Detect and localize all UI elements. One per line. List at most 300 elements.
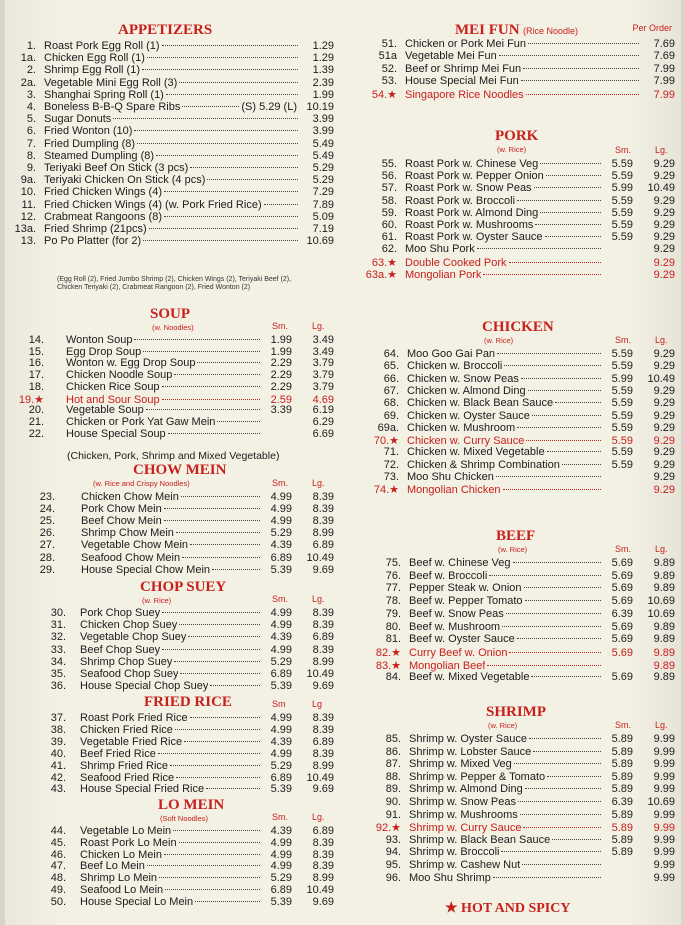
item-name: Chicken & Shrimp Combination [407, 458, 560, 471]
item-name: Fried Chicken Wings (4) (w. Pork Fried Rice) [44, 198, 262, 211]
dot-leader [210, 685, 260, 686]
small-price-header: Sm. [615, 544, 632, 554]
dot-leader [158, 753, 260, 754]
item-number: 40. [50, 747, 66, 760]
item-small-price: 5.89 [611, 733, 633, 745]
item-number: 10. [20, 186, 36, 199]
section-subtitle: (w. Rice and Crispy Noodles) [93, 479, 190, 488]
item-price: 3.79 [312, 380, 334, 393]
dot-leader [489, 575, 601, 576]
dot-leader [520, 814, 601, 815]
dot-leader [532, 415, 601, 416]
dot-leader [499, 55, 639, 56]
item-number: 1a. [20, 52, 36, 65]
item-price: 9.99 [653, 833, 675, 846]
item-small-price: 4.99 [270, 723, 292, 736]
item-name: Beef Fried Rice [80, 747, 156, 760]
item-small-price: 5.69 [611, 620, 633, 633]
item-small-price: 4.99 [270, 503, 292, 516]
dot-leader [529, 738, 601, 739]
menu-item-beef-w-mixed-vegetable [365, 671, 675, 684]
item-small-price: 5.59 [611, 360, 633, 373]
dot-leader [509, 652, 601, 653]
menu-item-shrimp-chop-suey [10, 656, 334, 669]
section-title: SHRIMP [486, 704, 546, 720]
section-title: BEEF [496, 528, 536, 544]
item-number: 1. [26, 40, 36, 52]
item-small-price: 6.89 [270, 771, 292, 784]
item-name: House Special Mei Fun [405, 75, 519, 88]
item-price: 8.39 [312, 723, 334, 736]
large-price-header: Lg. [312, 812, 325, 822]
menu-item-beef-or-shrimp-mei-fun [365, 63, 675, 76]
item-price: 9.29 [653, 243, 675, 256]
item-name: Chicken w. Mixed Vegetable [407, 446, 545, 459]
item-small-price: 5.59 [611, 458, 633, 471]
item-price: 9.29 [653, 360, 675, 373]
item-number: 74.★ [373, 484, 399, 497]
item-number: 78. [385, 595, 401, 608]
item-number: 13. [20, 235, 36, 248]
item-price: 8.39 [312, 747, 334, 760]
large-price-header: Lg. [655, 145, 668, 155]
item-name: Shrimp Lo Mein [80, 872, 158, 885]
item-price: 6.89 [312, 631, 334, 644]
item-name: Beef w. Mixed Vegetable [409, 671, 530, 684]
item-name: Vegetable Lo Mein [80, 825, 172, 837]
dot-leader [509, 262, 601, 263]
item-number: 52. [381, 62, 397, 75]
dot-leader [143, 240, 298, 241]
item-price: 9.29 [653, 158, 675, 170]
item-small-price: 5.59 [611, 206, 633, 219]
menu-item-fried-chicken-wings-4-w-pork-fried-rice [10, 199, 334, 212]
item-name: Chicken or Pork Mei Fun [405, 38, 527, 50]
dot-leader [526, 440, 601, 441]
item-number: 4. [26, 101, 36, 113]
item-number: 61. [381, 231, 397, 244]
dot-leader [497, 353, 601, 354]
item-name: Chicken w. Snow Peas [407, 372, 519, 385]
item-name: Roast Pork w. Almond Ding [405, 206, 539, 219]
menu-item-shrimp-egg-roll-1 [10, 64, 334, 77]
item-name: Curry Beef w. Onion [409, 646, 508, 659]
menu-item-roast-pork-w-mushrooms [365, 219, 675, 232]
item-name: Chicken w. Black Bean Sauce [407, 397, 554, 410]
menu-item-teriyaki-chicken-on-stick-4-pcs [10, 174, 334, 187]
item-number: 34. [50, 655, 66, 668]
item-small-price: 5.59 [611, 435, 633, 448]
large-price-header: Lg. [312, 478, 325, 488]
dot-leader [179, 842, 260, 843]
dot-leader [517, 200, 601, 201]
item-number: 47. [50, 860, 66, 873]
dot-leader [146, 409, 260, 410]
item-small-price: 5.89 [611, 770, 633, 783]
item-price: 8.39 [312, 515, 334, 528]
menu-item-singapore-rice-noodles [365, 88, 675, 101]
dot-leader [514, 763, 601, 764]
item-price: 9.89 [653, 646, 675, 659]
section-title: SOUP [150, 306, 191, 322]
po-po-platter-note: (Egg Roll (2), Fried Jumbo Shrimp (2), Chicken Wings (2), Teriyaki Beef (2), Chicken Teriyaki (2), Crabmeat Rangoon (2), Fried Wonton (2) [57, 276, 292, 291]
section-title: MEI FUN [455, 22, 520, 38]
section-subtitle: (Rice Noodle) [523, 26, 579, 36]
menu-item-roast-pork-w-broccoli [365, 195, 675, 208]
item-price: 6.89 [312, 539, 334, 552]
item-name: Beef or Shrimp Mei Fun [405, 62, 522, 75]
item-price: 9.89 [653, 659, 675, 672]
item-number: 76. [385, 569, 401, 582]
item-name: House Special Fried Rice [80, 783, 205, 796]
menu-item-pepper-steak-w-onion [365, 582, 675, 595]
menu-item-crabmeat-rangoons-8 [10, 211, 334, 224]
item-name: Shrimp Egg Roll (1) [44, 64, 140, 77]
dot-leader [190, 717, 260, 718]
item-price: 10.49 [306, 668, 334, 680]
menu-item-house-special-fried-rice [10, 783, 334, 796]
item-price: 10.49 [306, 884, 334, 896]
item-price: 8.39 [312, 503, 334, 516]
item-small-price: 5.59 [611, 158, 633, 170]
large-price-header: Lg. [655, 335, 668, 345]
item-small-price: 6.39 [611, 796, 633, 808]
item-name: House Special Lo Mein [80, 895, 194, 908]
menu-item-roast-pork-w-snow-peas [365, 182, 675, 195]
item-number: 95. [385, 859, 401, 871]
item-small-price: (S) 5.29 (L) [241, 101, 297, 113]
item-small-price: 4.99 [270, 515, 292, 528]
item-small-price: 4.99 [270, 491, 292, 503]
item-price: 9.89 [653, 557, 675, 569]
item-small-price: 5.89 [611, 846, 633, 859]
section-subtitle: (w. Rice) [142, 596, 172, 605]
item-number: 43. [50, 783, 66, 796]
item-small-price: 5.69 [611, 557, 633, 569]
item-small-price: 4.39 [270, 539, 292, 552]
item-small-price: 4.99 [270, 712, 292, 724]
item-name: Teriyaki Beef On Stick (3 pcs) [44, 162, 189, 174]
item-price: 2.39 [312, 76, 334, 89]
item-name: Roast Pork w. Broccoli [405, 194, 516, 207]
dot-leader [217, 421, 260, 422]
item-number: 8. [26, 149, 36, 162]
dot-leader [522, 864, 601, 865]
item-price: 9.29 [653, 256, 675, 269]
item-number: 21. [28, 415, 44, 428]
large-price-header: Lg. [655, 720, 668, 730]
menu-item-shrimp-w-pepper-tomato [365, 771, 675, 784]
dot-leader [547, 776, 601, 777]
menu-item-fried-shrimp-21pcs [10, 223, 334, 236]
item-price: 6.89 [312, 825, 334, 837]
menu-item-roast-pork-w-oyster-sauce [365, 231, 675, 244]
menu-item-chicken-w-broccoli [365, 360, 675, 373]
menu-item-chicken-w-curry-sauce [365, 434, 675, 447]
item-price: 9.29 [653, 435, 675, 448]
item-small-price: 4.99 [270, 848, 292, 861]
item-number: 75. [385, 557, 401, 569]
dot-leader [162, 386, 260, 387]
item-name: Roast Pork Fried Rice [80, 712, 188, 724]
item-name: Shrimp Fried Rice [80, 759, 169, 772]
menu-item-chicken-shrimp-combination [365, 459, 675, 472]
item-name: Hot and Sour Soup [66, 393, 160, 406]
item-price: 8.39 [312, 607, 334, 619]
item-number: 69a. [377, 421, 399, 434]
large-price-header: Lg. [312, 594, 325, 604]
dot-leader [528, 390, 601, 391]
dot-leader [528, 43, 639, 44]
menu-item-shrimp-w-oyster-sauce [365, 733, 675, 746]
item-price: 6.29 [312, 415, 334, 428]
small-price-header: Sm. [272, 594, 289, 604]
item-number: 84. [385, 671, 401, 684]
item-small-price: 5.39 [270, 680, 292, 693]
item-small-price: 5.69 [611, 633, 633, 646]
dot-leader [540, 163, 601, 164]
price-header: Per Order [632, 23, 672, 33]
item-name: Singapore Rice Noodles [405, 88, 524, 101]
item-number: 12. [20, 210, 36, 223]
item-number: 73. [383, 471, 399, 483]
item-small-price: 5.69 [611, 569, 633, 582]
house-special-soup-note: (Chicken, Pork, Shrimp and Mixed Vegetable) [67, 450, 280, 462]
item-small-price: 4.99 [270, 860, 292, 873]
item-price: 10.69 [647, 595, 675, 608]
item-number: 60. [381, 219, 397, 231]
item-name: Moo Shu Chicken [407, 471, 494, 483]
menu-item-chicken-chop-suey [10, 619, 334, 632]
item-small-price: 4.99 [270, 836, 292, 849]
item-price: 8.99 [312, 759, 334, 772]
item-number: 44. [50, 825, 66, 837]
item-price: 9.89 [653, 633, 675, 646]
item-name: Beef w. Broccoli [409, 569, 488, 582]
large-price-header: Lg [312, 699, 323, 709]
item-price: 10.69 [647, 796, 675, 808]
dot-leader [137, 143, 298, 144]
item-name: Chicken Rice Soup [66, 380, 160, 393]
section-title: LO MEIN [158, 797, 225, 813]
dot-leader [264, 204, 298, 205]
item-number: 65. [383, 360, 399, 373]
menu-item-shanghai-spring-roll-1 [10, 89, 334, 102]
dot-leader [173, 830, 260, 831]
item-small-price: 4.39 [270, 735, 292, 748]
item-number: 7. [26, 137, 36, 150]
dot-leader [521, 80, 639, 81]
section-title: FRIED RICE [144, 694, 232, 710]
item-small-price: 5.29 [270, 759, 292, 772]
item-name: Chicken w. Oyster Sauce [407, 409, 530, 422]
dot-leader [555, 402, 601, 403]
item-price: 10.49 [647, 372, 675, 385]
item-name: Chicken w. Almond Ding [407, 384, 526, 397]
menu-item-beef-chop-suey [10, 644, 334, 657]
dot-leader [521, 378, 601, 379]
menu-item-double-cooked-pork [365, 256, 675, 269]
item-name: Vegetable Fried Rice [80, 735, 183, 748]
dot-leader [545, 236, 601, 237]
item-price: 9.29 [653, 471, 675, 483]
menu-item-chicken-w-black-bean-sauce [365, 397, 675, 410]
dot-leader [195, 901, 260, 902]
item-number: 77. [385, 582, 401, 595]
dot-leader [165, 889, 260, 890]
item-price: 10.49 [647, 182, 675, 195]
item-number: 49. [50, 884, 66, 896]
item-number: 9a. [20, 174, 36, 187]
dot-leader [134, 339, 260, 340]
item-price: 9.69 [312, 783, 334, 796]
dot-leader [525, 788, 601, 789]
item-small-price: 1.99 [270, 345, 292, 358]
item-price: 9.99 [653, 871, 675, 884]
item-number: 63.★ [371, 256, 397, 269]
dot-leader [162, 45, 298, 46]
small-price-header: Sm. [615, 145, 632, 155]
dot-leader [113, 118, 298, 119]
item-number: 32. [50, 631, 66, 644]
menu-item-seafood-chop-suey [10, 668, 334, 681]
item-name: Beef Chop Suey [80, 643, 161, 656]
item-price: 8.39 [312, 860, 334, 873]
item-price: 1.29 [312, 52, 334, 65]
item-number: 6. [26, 125, 36, 138]
dot-leader [506, 613, 601, 614]
section-title: CHOP SUEY [140, 579, 227, 595]
menu-item-chicken-w-mixed-vegetable [365, 446, 675, 459]
item-number: 14. [28, 334, 44, 346]
dot-leader [504, 365, 601, 366]
item-small-price: 6.89 [270, 884, 292, 896]
menu-item-roast-pork-w-chinese-veg [365, 158, 675, 171]
item-number: 57. [381, 182, 397, 195]
dot-leader [181, 496, 260, 497]
item-price: 8.39 [312, 836, 334, 849]
menu-item-chicken-w-almond-ding [365, 385, 675, 398]
item-name: Seafood Chow Mein [81, 551, 181, 564]
item-price: 9.89 [653, 671, 675, 684]
small-price-header: Sm. [272, 812, 289, 822]
item-small-price: 5.59 [611, 421, 633, 434]
item-number: 91. [385, 808, 401, 821]
dot-leader [503, 489, 601, 490]
item-name: Seafood Lo Mein [80, 884, 164, 896]
dot-leader [162, 399, 260, 400]
item-small-price: 5.59 [611, 384, 633, 397]
menu-item-shrimp-chow-mein [10, 527, 334, 540]
item-name: Seafood Chop Suey [80, 668, 179, 680]
item-name: Chicken Chow Mein [81, 491, 179, 503]
item-price: 9.29 [653, 231, 675, 244]
dot-leader [170, 765, 260, 766]
item-price: 9.29 [653, 484, 675, 497]
menu-item-beef-w-oyster-sauce [365, 633, 675, 646]
item-number: 30. [50, 607, 66, 619]
item-number: 31. [50, 619, 66, 632]
section-subtitle: (w. Noodles) [152, 323, 194, 332]
menu-item-house-special-chop-suey [10, 680, 334, 693]
dot-leader [526, 94, 639, 95]
item-name: Chicken Chop Suey [80, 619, 178, 632]
item-number: 36. [50, 680, 66, 693]
section-subtitle: (w. Rice) [488, 721, 518, 730]
item-small-price: 5.89 [611, 808, 633, 821]
dot-leader [159, 877, 260, 878]
item-number: 70.★ [373, 435, 399, 448]
item-number: 16. [28, 357, 44, 370]
item-name: Boneless B-B-Q Spare Ribs [44, 101, 181, 113]
item-small-price: 2.29 [270, 380, 292, 393]
item-number: 67. [383, 384, 399, 397]
menu-item-pork-chop-suey [10, 607, 334, 620]
item-price: 7.69 [653, 50, 675, 63]
item-number: 82.★ [375, 646, 401, 659]
item-price: 10.69 [306, 235, 334, 248]
dot-leader [180, 673, 260, 674]
item-number: 2a. [20, 76, 36, 89]
item-name: Double Cooked Pork [405, 256, 507, 269]
item-price: 1.39 [312, 64, 334, 77]
item-price: 9.29 [653, 409, 675, 422]
item-name: Beef w. Oyster Sauce [409, 633, 515, 646]
dot-leader [501, 851, 601, 852]
item-name: Moo Goo Gai Pan [407, 348, 496, 360]
small-price-header: Sm. [615, 335, 632, 345]
item-price: 9.99 [653, 859, 675, 871]
item-name: Mongolian Chicken [407, 484, 501, 497]
dot-leader [166, 94, 298, 95]
dot-leader [174, 661, 260, 662]
menu-item-shrimp-w-snow-peas [365, 796, 675, 809]
item-price: 9.29 [653, 268, 675, 281]
dot-leader [212, 569, 260, 570]
item-number: 92.★ [375, 822, 401, 835]
item-name: Mongolian Pork [405, 268, 482, 281]
item-name: Chicken Fried Rice [80, 723, 173, 736]
item-price: 9.99 [653, 745, 675, 758]
item-name: Shrimp w. Oyster Sauce [409, 733, 527, 745]
menu-item-shrimp-w-broccoli [365, 846, 675, 859]
dot-leader [149, 228, 298, 229]
small-price-header: Sm. [615, 720, 632, 730]
item-number: 68. [383, 397, 399, 410]
item-price: 7.29 [312, 186, 334, 199]
item-number: 17. [28, 369, 44, 382]
item-number: 79. [385, 607, 401, 620]
item-price: 8.39 [312, 491, 334, 503]
large-price-header: Lg. [312, 321, 325, 331]
item-number: 86. [385, 745, 401, 758]
dot-leader [164, 520, 260, 521]
menu-item-moo-shu-pork [365, 243, 675, 256]
item-price: 1.29 [312, 40, 334, 52]
item-name: Beef Lo Mein [80, 860, 145, 873]
item-number: 90. [385, 796, 401, 808]
item-number: 85. [385, 733, 401, 745]
item-name: Pepper Steak w. Onion [409, 582, 522, 595]
item-name: Beef Chow Mein [81, 515, 162, 528]
menu-item-po-po-platter-for-2 [10, 235, 334, 248]
item-name: Roast Pork w. Mushrooms [405, 219, 534, 231]
large-price-header: Lg. [655, 544, 668, 554]
item-name: Wonton w. Egg Drop Soup [66, 357, 196, 370]
item-name: Chicken Egg Roll (1) [44, 52, 145, 65]
item-price: 9.99 [653, 783, 675, 796]
dot-leader [493, 877, 601, 878]
